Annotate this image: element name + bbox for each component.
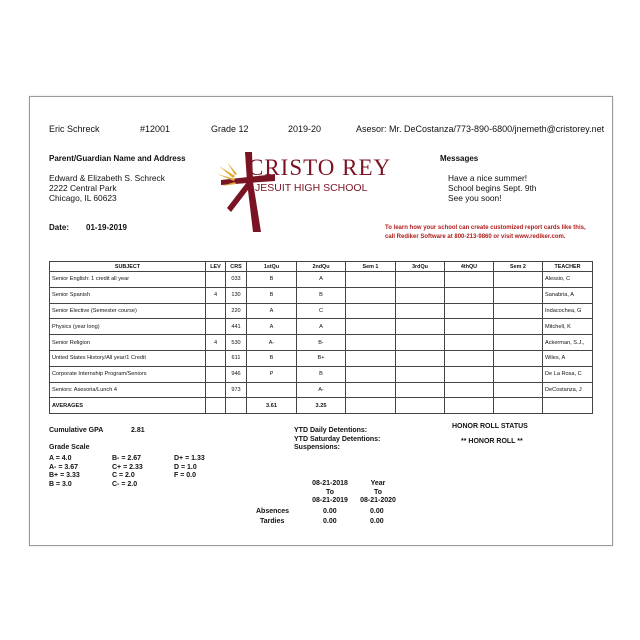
column-header: 1stQu — [247, 262, 297, 272]
table-cell — [396, 350, 445, 366]
grade-scale-entry: C+ = 2.33 — [112, 463, 143, 471]
grade-scale-entry: A = 4.0 — [49, 455, 72, 462]
grade-scale-heading: Grade Scale — [49, 444, 90, 451]
absences-value: 0.00 — [370, 508, 384, 515]
attendance-period-text: Year — [370, 480, 386, 487]
guardian-line: Chicago, IL 60623 — [49, 193, 117, 203]
table-cell — [445, 335, 494, 351]
table-cell — [206, 272, 226, 288]
table-cell — [346, 350, 396, 366]
table-cell: B — [247, 272, 297, 288]
grades-body — [50, 272, 593, 414]
table-cell — [346, 287, 396, 303]
table-cell: Sanabria, A — [543, 287, 593, 303]
report-card — [29, 96, 613, 546]
table-cell: 3.25 — [297, 398, 346, 414]
grade-scale-entry: A- = 3.67 — [49, 463, 78, 471]
column-header: 3rdQu — [396, 262, 445, 272]
honor-roll-status: ** HONOR ROLL ** — [461, 438, 523, 445]
table-cell — [396, 287, 445, 303]
table-cell: A — [247, 319, 297, 335]
table-cell — [346, 398, 396, 414]
table-cell: Alessio, C — [543, 272, 593, 288]
column-header: LEV — [206, 262, 226, 272]
table-cell: 611 — [226, 350, 247, 366]
table-cell — [226, 398, 247, 414]
attendance-period-2 — [350, 480, 406, 506]
attendance-period-text: 08-21-2018 — [312, 480, 348, 487]
table-cell: Mitchell, K — [543, 319, 593, 335]
table-cell: Senior English: 1 credit all year — [50, 272, 206, 288]
table-cell: Seniors: Asesoria/Lunch 4 — [50, 382, 206, 398]
table-cell — [396, 335, 445, 351]
table-cell — [206, 319, 226, 335]
table-cell — [396, 382, 445, 398]
table-cell: Senior Spanish — [50, 287, 206, 303]
table-cell: B — [297, 287, 346, 303]
table-cell — [494, 350, 543, 366]
column-header: 4thQU — [445, 262, 494, 272]
table-cell — [543, 398, 593, 414]
school-logo — [215, 152, 400, 232]
table-cell — [445, 287, 494, 303]
gpa-value: 2.81 — [131, 427, 145, 434]
grade-scale-entry: C = 2.0 — [112, 472, 135, 479]
table-cell: 130 — [226, 287, 247, 303]
table-cell: 4 — [206, 287, 226, 303]
message-line: School begins Sept. 9th — [448, 183, 537, 193]
table-row — [50, 319, 593, 335]
table-cell: United States History/All year/1 Credit — [50, 350, 206, 366]
table-cell: A- — [247, 335, 297, 351]
grade-scale-col — [49, 455, 80, 489]
table-cell: 946 — [226, 366, 247, 382]
absences-label: Absences — [256, 508, 290, 515]
grade-scale-entry: B+ = 3.33 — [49, 472, 80, 479]
table-cell: 973 — [226, 382, 247, 398]
table-cell: A- — [297, 382, 346, 398]
tardies-label: Tardies — [260, 518, 285, 525]
tardies-value: 0.00 — [323, 518, 337, 525]
tardies-value: 0.00 — [370, 518, 384, 525]
advisor-info: Asesor: Mr. DeCostanza/773-890-6800/jnemeth@cristorey.net — [356, 124, 605, 134]
averages-row — [50, 398, 593, 414]
table-cell: 3.61 — [247, 398, 297, 414]
column-header: TEACHER — [543, 262, 593, 272]
table-cell — [396, 366, 445, 382]
table-row — [50, 303, 593, 319]
table-cell: AVERAGES — [50, 398, 206, 414]
column-header: 2ndQu — [297, 262, 346, 272]
honor-roll-heading: HONOR ROLL STATUS — [452, 423, 528, 430]
table-cell: Indacochea, G — [543, 303, 593, 319]
grade-scale-entry: C- = 2.0 — [112, 480, 138, 488]
table-cell: B- — [297, 335, 346, 351]
grade-level: Grade 12 — [211, 124, 249, 134]
table-cell — [346, 335, 396, 351]
table-cell — [494, 287, 543, 303]
table-cell — [494, 303, 543, 319]
column-header: CRS — [226, 262, 247, 272]
table-cell — [396, 398, 445, 414]
table-cell: B — [247, 350, 297, 366]
table-cell: B — [297, 366, 346, 382]
grade-scale-entry: D+ = 1.33 — [174, 455, 205, 462]
table-cell: 441 — [226, 319, 247, 335]
table-cell — [206, 350, 226, 366]
attendance-period-text: To — [373, 488, 383, 496]
table-cell — [494, 335, 543, 351]
column-header: Sem 1 — [346, 262, 396, 272]
grade-scale-entry: D = 1.0 — [174, 463, 197, 471]
table-cell: Senior Elective (Semester course) — [50, 303, 206, 319]
table-cell — [494, 272, 543, 288]
grade-scale-col — [112, 455, 143, 489]
table-cell — [346, 382, 396, 398]
logo-wordmark: CRISTO REY — [248, 155, 392, 180]
attendance-period-text: To — [325, 488, 335, 496]
table-cell — [206, 382, 226, 398]
table-row — [50, 287, 593, 303]
table-cell: DeCostanza, J — [543, 382, 593, 398]
table-cell: 033 — [226, 272, 247, 288]
table-cell: A — [247, 303, 297, 319]
table-cell: P — [247, 366, 297, 382]
table-row — [50, 366, 593, 382]
table-row — [50, 335, 593, 351]
saturday-detentions-label: YTD Saturday Detentions: — [294, 435, 381, 443]
table-cell — [494, 382, 543, 398]
guardian-line: Edward & Elizabeth S. Schreck — [49, 173, 165, 183]
detentions-block — [294, 427, 380, 453]
table-cell — [346, 366, 396, 382]
table-cell — [396, 303, 445, 319]
table-cell — [494, 398, 543, 414]
table-cell — [494, 319, 543, 335]
table-row — [50, 350, 593, 366]
table-cell — [445, 366, 494, 382]
table-cell — [445, 272, 494, 288]
grades-table — [49, 261, 593, 414]
table-cell — [206, 303, 226, 319]
school-year: 2019-20 — [288, 124, 322, 134]
table-cell: Ackerman, S.J., — [543, 335, 593, 351]
table-cell — [494, 366, 543, 382]
table-cell: B+ — [297, 350, 346, 366]
table-header-row — [50, 262, 593, 272]
table-cell — [206, 366, 226, 382]
table-cell: B — [247, 287, 297, 303]
table-cell — [445, 382, 494, 398]
table-cell: Senior Religion — [50, 335, 206, 351]
daily-detentions-label: YTD Daily Detentions: — [294, 427, 368, 434]
column-header: Sem 2 — [494, 262, 543, 272]
student-name: Eric Schreck — [49, 124, 100, 134]
table-cell — [346, 303, 396, 319]
table-cell — [445, 350, 494, 366]
table-row — [50, 382, 593, 398]
table-cell — [206, 398, 226, 414]
table-cell: 4 — [206, 335, 226, 351]
table-cell: 530 — [226, 335, 247, 351]
date-label: Date: — [49, 223, 70, 232]
grade-scale-entry: B = 3.0 — [49, 480, 72, 488]
table-cell — [396, 319, 445, 335]
promo-line: call Rediker Software at 800-213-9860 or visit www.rediker.com. — [385, 234, 566, 240]
table-cell: Wiles, A — [543, 350, 593, 366]
grade-scale-col — [174, 455, 205, 481]
guardian-heading: Parent/Guardian Name and Address — [49, 154, 186, 163]
gpa-label: Cumulative GPA — [49, 427, 104, 434]
absences-value: 0.00 — [323, 508, 337, 515]
table-cell — [396, 272, 445, 288]
table-cell: 220 — [226, 303, 247, 319]
table-cell: De La Rosa, C — [543, 366, 593, 382]
attendance-period-text: 08-21-2019 — [312, 497, 348, 504]
table-cell — [346, 272, 396, 288]
suspensions-label: Suspensions: — [294, 444, 340, 451]
table-cell — [247, 382, 297, 398]
grade-scale-entry: F = 0.0 — [174, 472, 196, 479]
table-cell — [445, 319, 494, 335]
promo-line: To learn how your school can create customized report cards like this, — [385, 225, 586, 231]
table-cell — [346, 319, 396, 335]
table-cell: A — [297, 272, 346, 288]
date-value: 01-19-2019 — [86, 223, 127, 232]
attendance-period-text: 08-21-2020 — [360, 497, 396, 504]
table-cell: A — [297, 319, 346, 335]
message-line: See you soon! — [448, 193, 502, 203]
messages-heading: Messages — [440, 154, 479, 163]
table-cell — [445, 303, 494, 319]
grade-scale-entry: B- = 2.67 — [112, 455, 141, 462]
logo-subtitle: JESUIT HIGH SCHOOL — [255, 182, 368, 194]
table-cell — [445, 398, 494, 414]
guardian-line: 2222 Central Park — [49, 183, 117, 193]
message-line: Have a nice summer! — [448, 173, 528, 183]
column-header: SUBJECT — [50, 262, 206, 272]
table-cell: Physics (year long) — [50, 319, 206, 335]
table-row — [50, 272, 593, 288]
table-cell: Corporate Internship Program/Seniors — [50, 366, 206, 382]
table-cell: C — [297, 303, 346, 319]
student-id: #12001 — [140, 124, 171, 134]
